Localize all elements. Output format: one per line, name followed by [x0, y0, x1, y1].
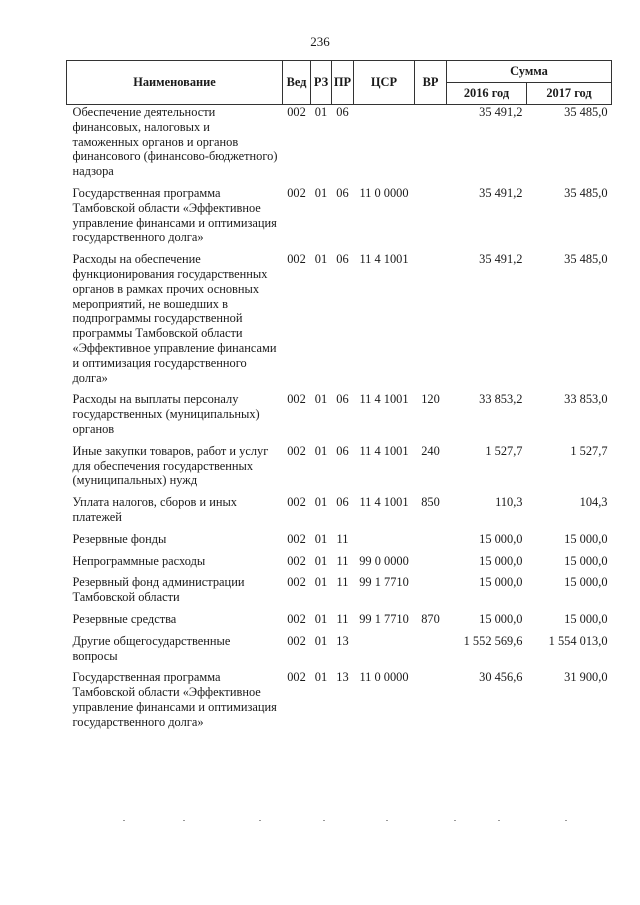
cell-ved: 002: [287, 495, 306, 510]
cell-vr: [415, 575, 447, 612]
cell-rz: 01: [314, 252, 328, 267]
budget-table: [66, 60, 612, 736]
cell-vr: [415, 554, 447, 576]
table-row: [67, 392, 612, 443]
cell-2017: 15 000,0: [564, 553, 608, 568]
cell-rz: 01: [314, 633, 328, 648]
cell-rz: 01: [314, 611, 328, 626]
table-row: [67, 532, 612, 554]
cell-csr: 99 0 0000: [359, 553, 409, 568]
cell-ved: 002: [287, 105, 306, 119]
cell-vr: 120: [421, 392, 440, 407]
cell-vr: [415, 252, 447, 392]
header-csr: ЦСР: [354, 61, 415, 105]
cell-pr: 11: [336, 611, 349, 626]
table-header: [67, 61, 612, 105]
cell-ved: 002: [287, 252, 306, 267]
cell-csr: 11 4 1001: [359, 392, 409, 407]
cell-rz: 01: [314, 553, 328, 568]
cell-2016: 30 456,6: [479, 670, 523, 685]
cell-2016: 15 000,0: [479, 611, 523, 626]
table-row: [67, 252, 612, 392]
cell-csr: [354, 532, 415, 554]
header-sum: Сумма: [447, 61, 612, 83]
table-row: [67, 554, 612, 576]
cell-name: Непрограммные расходы: [72, 553, 206, 568]
cell-ved: 002: [287, 553, 306, 568]
cell-rz: 01: [314, 392, 328, 407]
cell-name: Государственная программа Тамбовской области «Эффективное управление финансами и оптимизация государственного долга»: [72, 185, 277, 245]
cell-ved: 002: [287, 392, 306, 407]
table-row: [67, 612, 612, 634]
cell-2016: 110,3: [495, 495, 523, 510]
table-row: [67, 186, 612, 252]
cell-2016: 35 491,2: [479, 252, 523, 267]
cell-2017: 1 554 013,0: [548, 633, 608, 648]
table-row: [67, 105, 612, 186]
cell-2017: 104,3: [579, 495, 608, 510]
cell-pr: 13: [336, 633, 349, 648]
table-row: [67, 634, 612, 671]
cell-pr: 11: [336, 575, 349, 590]
cell-name: Расходы на выплаты персоналу государственных (муниципальных) органов: [72, 392, 260, 436]
scan-marks: [0, 820, 640, 830]
cell-name: Другие общегосударственные вопросы: [72, 633, 231, 663]
cell-2017: 15 000,0: [564, 531, 608, 546]
cell-rz: 01: [314, 105, 328, 119]
cell-vr: 240: [421, 443, 440, 458]
cell-2016: 35 491,2: [479, 185, 523, 200]
cell-rz: 01: [314, 443, 328, 458]
cell-csr: 11 0 0000: [359, 670, 409, 685]
cell-csr: [354, 634, 415, 671]
cell-vr: [415, 186, 447, 252]
cell-ved: 002: [287, 633, 306, 648]
cell-csr: 11 4 1001: [359, 495, 409, 510]
header-ved: Вед: [283, 61, 311, 105]
cell-2017: 35 485,0: [564, 252, 608, 267]
cell-2016: 15 000,0: [479, 553, 523, 568]
cell-ved: 002: [287, 611, 306, 626]
page-number: 236: [310, 34, 330, 49]
cell-2017: 31 900,0: [564, 670, 608, 685]
cell-2017: 1 527,7: [570, 443, 608, 458]
cell-vr: [415, 634, 447, 671]
table-row: [67, 575, 612, 612]
header-vr: ВР: [415, 61, 447, 105]
cell-csr: 99 1 7710: [359, 575, 409, 590]
table-row: [67, 444, 612, 495]
cell-rz: 01: [314, 575, 328, 590]
cell-name: Резервные средства: [72, 611, 177, 626]
cell-vr: [415, 532, 447, 554]
cell-rz: 01: [314, 185, 328, 200]
header-pr: ПР: [332, 61, 354, 105]
cell-ved: 002: [287, 443, 306, 458]
cell-name: Государственная программа Тамбовской области «Эффективное управление финансами и оптимизация государственного долга»: [72, 670, 277, 729]
header-2016: 2016 год: [447, 83, 527, 105]
cell-csr: 11 4 1001: [359, 252, 409, 267]
cell-pr: 06: [336, 392, 349, 407]
table-row: [67, 495, 612, 532]
cell-ved: 002: [287, 531, 306, 546]
cell-vr: [415, 670, 447, 736]
cell-name: Иные закупки товаров, работ и услуг для обеспечения государственных (муниципальных) нужд: [72, 443, 269, 488]
cell-name: Уплата налогов, сборов и иных платежей: [72, 495, 237, 524]
header-2017: 2017 год: [527, 83, 612, 105]
cell-ved: 002: [287, 670, 306, 685]
cell-pr: 13: [336, 670, 349, 685]
cell-name: Резервный фонд администрации Тамбовской области: [72, 575, 245, 605]
cell-2016: 1 552 569,6: [463, 633, 523, 648]
cell-ved: 002: [287, 575, 306, 590]
cell-rz: 01: [314, 495, 328, 510]
cell-2016: 33 853,2: [479, 392, 523, 407]
cell-pr: 06: [336, 443, 349, 458]
header-rz: РЗ: [311, 61, 332, 105]
cell-ved: 002: [287, 185, 306, 200]
cell-vr: [415, 105, 447, 186]
header-name: Наименование: [67, 61, 283, 105]
cell-rz: 01: [314, 531, 328, 546]
cell-rz: 01: [314, 670, 328, 685]
cell-pr: 11: [336, 531, 349, 546]
cell-2017: 15 000,0: [564, 611, 608, 626]
table-body: [67, 105, 612, 737]
cell-name: Расходы на обеспечение функционирования государственных органов в рамках прочих основных мероприятий, не вошедших в подпрограммы государственной программы Тамбовской области «Эффективное управление финансами и оптимизация государственного долга»: [72, 252, 277, 385]
cell-2016: 35 491,2: [479, 105, 523, 119]
table-row: [67, 670, 612, 736]
cell-pr: 06: [336, 252, 349, 267]
cell-csr: [354, 105, 415, 186]
cell-csr: 11 4 1001: [359, 443, 409, 458]
cell-2016: 15 000,0: [479, 531, 523, 546]
cell-name: Резервные фонды: [72, 531, 167, 546]
cell-name: Обеспечение деятельности финансовых, налоговых и таможенных органов и органов финансового (финансово-бюджетного) надзора: [72, 105, 278, 179]
cell-2017: 35 485,0: [564, 105, 608, 119]
cell-2016: 1 527,7: [485, 443, 523, 458]
cell-pr: 06: [336, 105, 349, 119]
cell-pr: 06: [336, 495, 349, 510]
cell-csr: 99 1 7710: [359, 611, 409, 626]
cell-2017: 15 000,0: [564, 575, 608, 590]
cell-pr: 06: [336, 185, 349, 200]
cell-2017: 33 853,0: [564, 392, 608, 407]
cell-csr: 11 0 0000: [359, 185, 409, 200]
cell-vr: 850: [421, 495, 440, 510]
cell-2017: 35 485,0: [564, 185, 608, 200]
cell-vr: 870: [421, 611, 440, 626]
cell-pr: 11: [336, 553, 349, 568]
cell-2016: 15 000,0: [479, 575, 523, 590]
